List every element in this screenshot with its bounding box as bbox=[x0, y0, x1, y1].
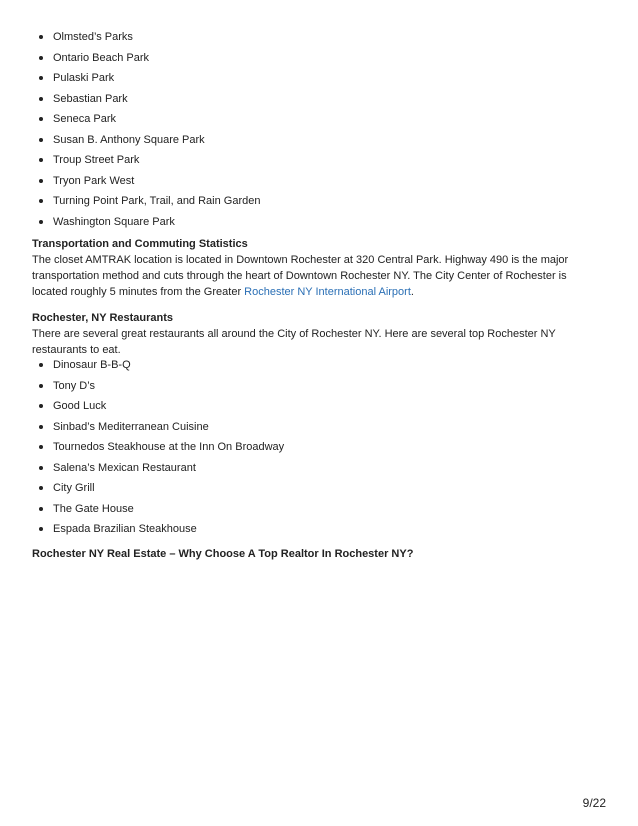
list-item: Ontario Beach Park bbox=[32, 51, 592, 72]
restaurants-intro: There are several great restaurants all around the City of Rochester NY. Here are several top Rochester NY restaurants to eat. bbox=[32, 328, 556, 356]
list-item: Espada Brazilian Steakhouse bbox=[32, 522, 592, 543]
list-item: Tony D’s bbox=[32, 379, 592, 400]
list-item: Tryon Park West bbox=[32, 174, 592, 195]
transportation-heading: Transportation and Commuting Statistics bbox=[32, 238, 248, 250]
airport-link[interactable]: Rochester NY International Airport bbox=[244, 286, 411, 298]
restaurants-heading: Rochester, NY Restaurants bbox=[32, 312, 174, 324]
list-item: Seneca Park bbox=[32, 112, 592, 133]
list-item: Tournedos Steakhouse at the Inn On Broadway bbox=[32, 440, 592, 461]
transportation-section bbox=[32, 237, 592, 300]
restaurants-section bbox=[32, 311, 592, 358]
list-item: Troup Street Park bbox=[32, 153, 592, 174]
page-number: 9/22 bbox=[582, 796, 606, 810]
real-estate-section bbox=[32, 547, 592, 562]
list-item: Pulaski Park bbox=[32, 71, 592, 92]
list-item: City Grill bbox=[32, 481, 592, 502]
list-item: Sebastian Park bbox=[32, 92, 592, 113]
restaurants-list bbox=[32, 358, 592, 543]
real-estate-heading: Rochester NY Real Estate – Why Choose A Top Realtor In Rochester NY? bbox=[32, 547, 414, 560]
transportation-paragraph bbox=[32, 252, 592, 300]
document-page bbox=[32, 0, 592, 562]
list-item: Olmsted’s Parks bbox=[32, 30, 592, 51]
list-item: Sinbad’s Mediterranean Cuisine bbox=[32, 420, 592, 441]
parks-list bbox=[32, 0, 592, 235]
list-item: Good Luck bbox=[32, 399, 592, 420]
transportation-text: The closet AMTRAK location is located in Downtown Rochester at 320 Central Park. Highway 490 is the major transportation method and cuts through the heart of Downtown Rochester NY. The City Center of Rochester is located roughly 5 minutes from the Greater bbox=[32, 254, 569, 298]
list-item: Turning Point Park, Trail, and Rain Garden bbox=[32, 194, 592, 215]
list-item: Dinosaur B-B-Q bbox=[32, 358, 592, 379]
list-item: Susan B. Anthony Square Park bbox=[32, 133, 592, 154]
list-item: Salena’s Mexican Restaurant bbox=[32, 461, 592, 482]
transportation-text-end: . bbox=[410, 286, 414, 298]
list-item: Washington Square Park bbox=[32, 215, 592, 236]
list-item: The Gate House bbox=[32, 502, 592, 523]
